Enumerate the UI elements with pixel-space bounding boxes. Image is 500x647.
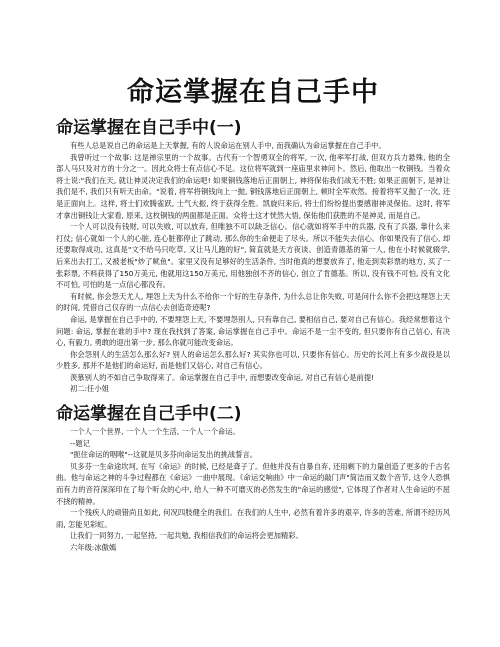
section-1-paragraph: 命运, 是掌握在自己手中的, 不要埋怨上天, 不要埋怨别人, 只有靠自己, 要相信自己, 要对自己有信心。我经常想着这个问题: 命运, 掌握在谁的手中? 现在我找到了答案, 命运掌握在自己手中。命运不是一尘不变的, 但只要你有自己信心, 有决心, 有毅力, 勇敢的迎出第一步, 那么你就可能改变命运。 xyxy=(56,314,450,348)
section-1-paragraph: 有时候, 你会怨天尤人, 埋怨上天为什么不给你一个好的生存条件, 为什么总让你失败, 可是问什么你不会把这埋怨上天的时间, 凭借自己仅存的一点信心去创造奇迹呢? xyxy=(56,291,450,313)
document-title: 命运掌握在自己手中 xyxy=(127,77,379,108)
section-1-paragraph: 你会怨别人的生活怎么那么好? 别人的命运怎么那么好? 其实你也可以, 只要你有信心。历史的长河上有多少战役是以少胜多, 那并不是他们的命运好, 而是他们又信心, 对自己有信心。 xyxy=(56,349,450,371)
section-2-paragraph: 贝多芬一生命途坎坷, 在写《命运》的时候, 已经是聋子了。但他并没有自暴自弃, 还用剩下的力量创造了更多的千古名曲。他与命运之神的斗争过程都在《命运》一曲中展现。《命运交响曲》中一命运的敲门声"简洁而又数个音节, 这令人恐惧而有力的音符深深印在了每个听众的心中, 给人一种不可磨灭的必然发生的"命运的感觉", 它体现了作者对人生命运的不屈不挠的精神。 xyxy=(56,461,450,506)
section-2-author: 六年级:冰傲嫣 xyxy=(70,543,117,552)
section-2-paragraph: "扼住命运的咽喉"--这就是贝多芬向命运发出的挑战誓言。 xyxy=(70,450,258,460)
section-2-paragraph: 一个残疾人的顽错尚且如此, 何况四肢健全的我们。在我们的人生中, 必然有着许多的艰辛, 许多的苦难, 所谓不经历风雨, 怎能见彩虹。 xyxy=(56,508,450,529)
section-2-epigraph-label: --题记 xyxy=(70,438,90,448)
section-1-heading: 命运掌握在自己手中(一) xyxy=(56,118,242,138)
section-1-paragraph: 有些人总是说自己的命运是上天掌握, 有的人说命运在别人手中, 而我确认为命运掌握在自己手中。 xyxy=(70,141,386,150)
section-2-heading: 命运掌握在自己手中(二) xyxy=(56,404,242,425)
section-2-paragraph: 让我们一同努力, 一起坚持, 一起共勉, 我相信我们的命运将会更加精彩。 xyxy=(70,531,303,541)
section-1-paragraph: 我曾听过一个故事: 这是禅宗里的一个故事。古代有一个智勇双全的将军, 一次, 他率军打战, 但双方兵力悬殊, 他的全部人马只及对方的十分之一。因此众将士有点信心不足。这位将军就到一座庙里求神问卜。然后, 他取出一枚铜钱。当着众将士说:"我们在天, 就让神灵决定我们的命运吧! 如果铜钱落地后正面朝上, 神将保佑我们战无不胜; 如果正面朝下, 是神让我们是不, 我们只有听天由命。"说着, 将军将铜钱向上一抛, 铜钱落地后正面朝上, 顿时全军欢然。接着将军又抛了一次, 还是正面向上。这样, 将士们欢腾雀跃, 士气大振, 终于获得全胜。凯旋归来后, 将士们纷纷提出要感谢神灵保佑。这时, 将军才拿出铜钱让大家看, 原来, 这枚铜钱的两面都是正面。众将士这才恍然大悟, 保佑他们获胜的不是神灵, 而是自己。 xyxy=(56,152,450,220)
section-1-paragraph: 一个人可以没有钱财, 可以失败, 可以放弃, 但唯独不可以缺乏信心。信心就如将军手中的兵器, 没有了兵器, 靠什么来打仗; 信心就如一个人的心脏, 连心脏都停止了跳动, 那么你的生命便走了尽头。所以不能失去信心。你如果没有了信心, 却还要取得成功, 这真是"文不给马只吃草, 又让马儿跑的好", 简直就是天方夜谈。创造青德基的第一人, 他在小时候就辍学, 后来出去打工, 又被老板"炒了鱿鱼"。家里又没有足够好的生活条件, 当时他真的想要放弃了, 他走到卖彩票的地方, 买了一张彩票, 不料获得了150万美元, 他就用这150万美元, 用他独创不齐的信心, 创立了肯德基。所以, 没有钱不可怕, 没有文化不可怕, 可怕的是一点信心都没有。 xyxy=(56,222,450,290)
section-1-paragraph: 羡慕别人的不如自己争取得来了。命运掌握在自己手中, 而想要改变命运, 对自己有信心是前提! xyxy=(70,372,375,382)
section-2-paragraph: 一个人一个世界, 一个人一个生活, 一个人一个命运。 xyxy=(70,427,240,437)
section-1-author: 初二:任小姐 xyxy=(70,384,109,394)
